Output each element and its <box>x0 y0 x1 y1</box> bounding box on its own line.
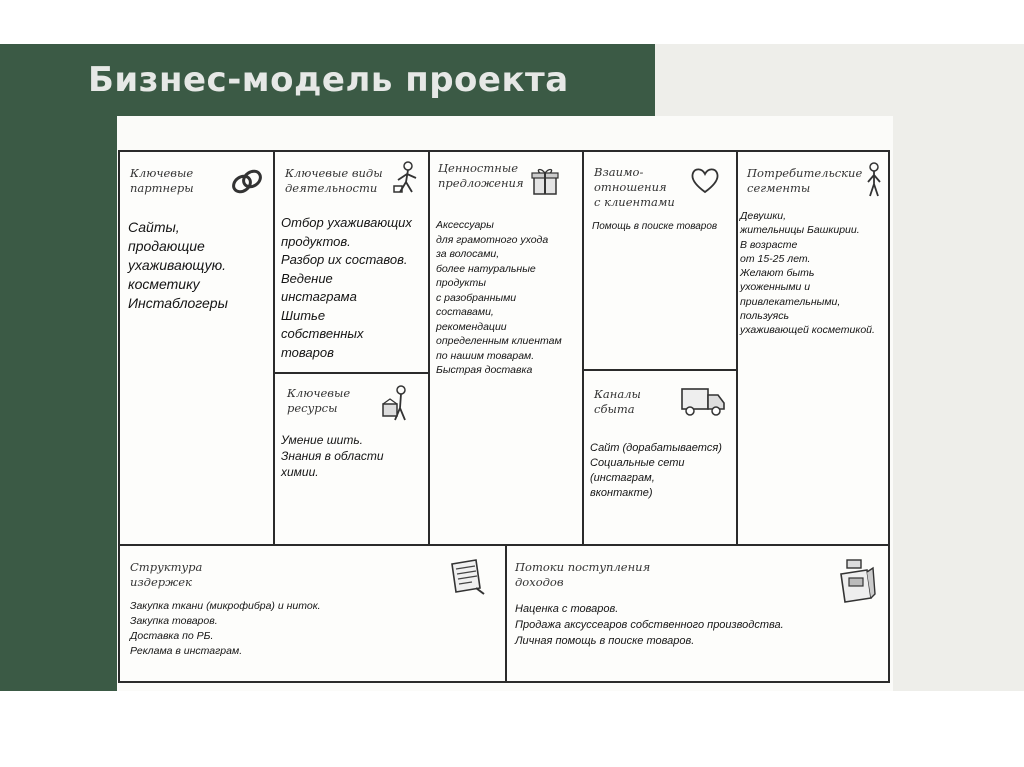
chain-link-icon <box>230 166 264 198</box>
bottom-margin <box>0 691 1024 767</box>
key-partners-text: Сайты, продающие ухаживающую. косметику Инстаблогеры <box>128 219 228 311</box>
value-propositions-text: Аксессуары для грамотного ухода за волосами, более натуральные продукты с разобранными составами, рекомендации определенным клиентам по нашим товарам. Быстрая доставка <box>436 219 562 376</box>
revenue-streams-text: Наценка с товаров. Продажа аксуссеаров собственного производства. Личная помощь в поиске товаров. <box>515 603 784 647</box>
key-resources-text: Умение шить. Знания в области химии. <box>281 433 384 479</box>
customer-relationships-header: Взаимо- отношения с клиентами <box>594 165 675 209</box>
gift-box-icon <box>530 166 560 196</box>
customer-segments-block <box>738 152 888 544</box>
customer-relationships-text: Помощь в поиске товаров <box>592 221 718 232</box>
document-icon <box>446 558 486 596</box>
business-model-canvas <box>118 150 890 683</box>
revenue-streams-block <box>507 546 888 681</box>
worker-icon <box>392 160 420 196</box>
cash-register-icon <box>837 558 877 604</box>
customer-segments-header: Потребительские сегменты <box>747 166 863 195</box>
cost-structure-text: Закупка ткани (микрофибра) и ниток. Закупка товаров. Доставка по РБ. Реклама в инстаграм. <box>130 600 321 657</box>
key-partners-block <box>120 152 273 544</box>
value-propositions-block <box>430 152 582 544</box>
cost-structure-block <box>120 546 505 681</box>
person-icon <box>864 162 884 198</box>
heart-icon <box>690 166 720 194</box>
channels-block <box>584 371 736 544</box>
customer-segments-text: Девушки, жительницы Башкирии. В возрасте от 15-25 лет. Желают быть ухоженными и привлекательными, пользуясь ухаживающей косметикой. <box>740 210 875 337</box>
key-resources-block <box>275 374 428 544</box>
top-margin <box>0 0 1024 44</box>
worker-with-box-icon <box>379 384 413 424</box>
slide-title: Бизнес-модель проекта <box>88 60 569 100</box>
cost-structure-header: Структура издержек <box>130 560 203 589</box>
truck-icon <box>680 383 726 417</box>
key-activities-header: Ключевые виды деятельности <box>285 166 383 195</box>
channels-text: Сайт (дорабатывается) Социальные сети (инстаграм, вконтакте) <box>590 442 722 499</box>
key-partners-header: Ключевые партнеры <box>130 166 194 195</box>
revenue-streams-header: Потоки поступления доходов <box>515 560 651 589</box>
key-activities-block <box>275 152 428 372</box>
key-resources-header: Ключевые ресурсы <box>287 386 351 415</box>
key-activities-text: Отбор ухаживающих продуктов. Разбор их составов. Ведение инстаграма Шитье собственных товаров <box>281 215 412 360</box>
value-propositions-header: Ценностные предложения <box>438 161 524 190</box>
channels-header: Каналы сбыта <box>594 387 641 416</box>
customer-relationships-block <box>584 152 736 369</box>
